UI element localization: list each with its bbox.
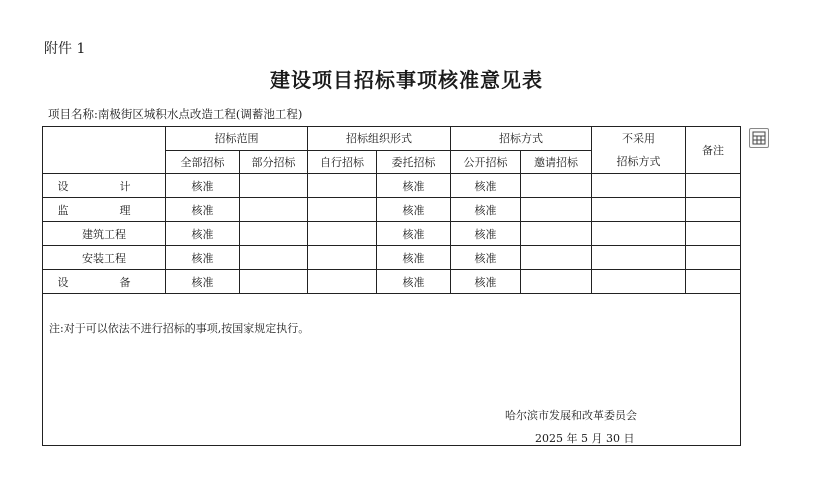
- table-cell: 核准: [166, 222, 240, 246]
- table-cell: [521, 174, 592, 198]
- header-remarks: 备注: [686, 127, 741, 174]
- table-cell: 核准: [377, 222, 451, 246]
- header-method: 招标方式: [451, 127, 592, 151]
- table-cell: 核准: [166, 270, 240, 294]
- table-cell: 核准: [451, 270, 521, 294]
- table-cell: [592, 174, 686, 198]
- table-cell: 核准: [451, 198, 521, 222]
- table-cell: 核准: [377, 174, 451, 198]
- table-cell: 核准: [451, 222, 521, 246]
- table-row: [43, 246, 741, 270]
- table-cell: [592, 222, 686, 246]
- table-cell: [521, 246, 592, 270]
- annex-label: 附件 1: [44, 41, 86, 57]
- table-cell: [308, 198, 377, 222]
- table-cell: [686, 222, 741, 246]
- table-cell: 核准: [166, 246, 240, 270]
- row-label: 设 计: [43, 174, 166, 198]
- subheader-invited: 邀请招标: [521, 150, 592, 174]
- table-cell: [240, 270, 308, 294]
- table-cell: [308, 222, 377, 246]
- header-scope: 招标范围: [166, 127, 308, 151]
- table-row: [43, 198, 741, 222]
- note-text: 注:对于可以依法不进行招标的事项,按国家规定执行。: [49, 322, 310, 335]
- table-row: [43, 270, 741, 294]
- subheader-entrusted: 委托招标: [377, 150, 451, 174]
- table-cell: 核准: [166, 174, 240, 198]
- header-not-adopted: [592, 127, 686, 174]
- table-cell: [592, 198, 686, 222]
- table-cell: 核准: [451, 174, 521, 198]
- subheader-partial: 部分招标: [240, 150, 308, 174]
- table-cell: [592, 246, 686, 270]
- header-not-adopted-line1: 不采用: [622, 132, 655, 145]
- table-cell: 核准: [377, 246, 451, 270]
- project-name: 项目名称:南极街区城积水点改造工程(调蓄池工程): [48, 107, 303, 121]
- header-blank-cell: [43, 127, 166, 174]
- table-cell: [686, 270, 741, 294]
- table-cell: [308, 174, 377, 198]
- subheader-self: 自行招标: [308, 150, 377, 174]
- header-organization: 招标组织形式: [308, 127, 451, 151]
- subheader-full: 全部招标: [166, 150, 240, 174]
- header-row-1: [43, 127, 741, 151]
- subheader-public: 公开招标: [451, 150, 521, 174]
- table-cell: [240, 246, 308, 270]
- table-cell: [521, 222, 592, 246]
- header-not-adopted-line2: 招标方式: [616, 155, 661, 168]
- table-frame-icon[interactable]: [749, 128, 769, 148]
- approval-table: [42, 126, 741, 446]
- page-title: 建设项目招标事项核准意见表: [270, 68, 543, 92]
- table-cell: [686, 198, 741, 222]
- table-row: [43, 222, 741, 246]
- table-cell: 核准: [377, 270, 451, 294]
- row-label: 设 备: [43, 270, 166, 294]
- signature-org: 哈尔滨市发展和改革委员会: [505, 409, 637, 422]
- table-cell: [240, 198, 308, 222]
- table-cell: 核准: [377, 198, 451, 222]
- row-label: 建筑工程: [43, 222, 166, 246]
- table-cell: [240, 174, 308, 198]
- table-cell: [592, 270, 686, 294]
- table-cell: [308, 246, 377, 270]
- table-cell: [686, 174, 741, 198]
- note-cell: [43, 294, 741, 446]
- table-cell: [521, 198, 592, 222]
- row-label: 监 理: [43, 198, 166, 222]
- row-label: 安装工程: [43, 246, 166, 270]
- table-row: [43, 174, 741, 198]
- table-cell: [686, 246, 741, 270]
- signature-date: 2025 年 5 月 30 日: [535, 432, 635, 445]
- table-cell: [308, 270, 377, 294]
- table-cell: 核准: [166, 198, 240, 222]
- table-cell: [240, 222, 308, 246]
- table-cell: [521, 270, 592, 294]
- note-row: [43, 294, 741, 446]
- table-cell: 核准: [451, 246, 521, 270]
